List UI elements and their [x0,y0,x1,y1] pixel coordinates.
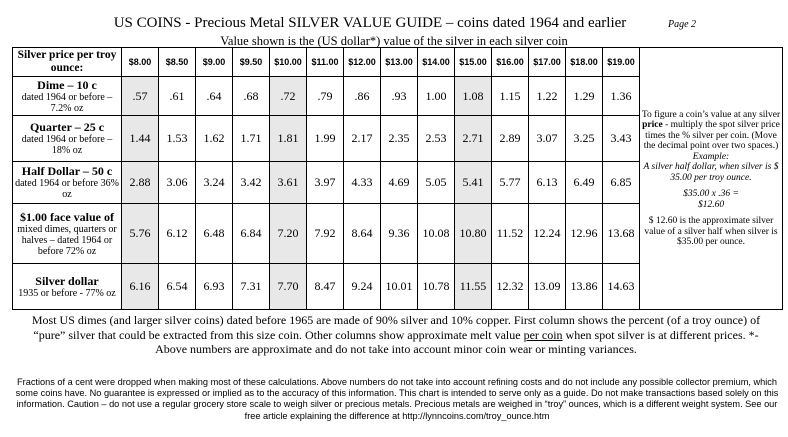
coin-name: Silver dollar [35,273,99,288]
value-cell: 8.64 [344,204,381,264]
value-cell: 2.53 [418,116,455,162]
value-cell: 1.36 [603,77,640,116]
value-cell: 6.12 [159,204,196,264]
coin-name: Quarter – 25 c [29,120,105,134]
value-cell: .93 [381,77,418,116]
value-cell: 2.71 [455,116,492,162]
coin-label [13,116,122,162]
value-cell: .86 [344,77,381,116]
value-cell: 7.92 [307,204,344,264]
value-cell: 5.76 [122,204,159,264]
value-cell: .64 [196,77,233,116]
price-header: $16.00 [492,48,529,77]
example-text: A silver half dollar, when silver is $ 35.00 per troy ounce. [643,162,779,183]
price-header: $18.00 [566,48,603,77]
value-cell: 10.80 [455,204,492,264]
coin-name: $1.00 face value of [20,209,114,224]
instructions-panel [640,48,783,310]
price-header: $10.00 [270,48,307,77]
coin-label [13,204,122,264]
value-cell: 3.07 [529,116,566,162]
disclaimer: Fractions of a cent were dropped when making most of these calculations. Above numbers do not take into account refining costs and do not include any possible collector premium, which some coins have. No guarantee is expressed or implied as to the accuracy of this information. This chart is intended to serve only as a guide. Do not make transactions based solely on this information. Caution – do not use a regular grocery store scale to weigh silver or precious metals. Precious metals are weighed in “troy” ounces, which is a different weight system. See our free article explaining the difference at http://lynncoins.com/troy_ounce.htm [15,377,779,421]
value-cell: 3.97 [307,162,344,204]
value-cell: 3.24 [196,162,233,204]
price-header: $14.00 [418,48,455,77]
page-title: US COINS - Precious Metal SILVER VALUE GUIDE – coins dated 1964 and earlier [113,15,627,31]
value-cell: 3.61 [270,162,307,204]
instructions-intro: To figure a coin’s value at any silver price - multiply the spot silver price times the % silver per coin. (Move the decimal point over two spaces.) [641,109,781,151]
value-cell: .72 [270,77,307,116]
value-cell: 6.54 [159,264,196,310]
value-cell: 3.25 [566,116,603,162]
value-cell: 6.93 [196,264,233,310]
value-cell: 5.77 [492,162,529,204]
value-cell: 1.00 [418,77,455,116]
value-cell: 4.33 [344,162,381,204]
price-header: $13.00 [381,48,418,77]
price-header: $9.00 [196,48,233,77]
note-text-end: when spot silver is at different prices. *- Above numbers are approximate and do not take into account minor coin wear or minting variances. [155,327,759,356]
value-cell: 6.48 [196,204,233,264]
value-cell: 12.24 [529,204,566,264]
value-cell: 3.42 [233,162,270,204]
value-cell: 2.17 [344,116,381,162]
example-heading: Example: [692,151,730,162]
value-cell: 7.20 [270,204,307,264]
explanation-note [18,313,774,357]
price-header: $12.00 [344,48,381,77]
value-cell: 7.31 [233,264,270,310]
value-cell: 1.44 [122,116,159,162]
coin-name: Dime – 10 c [37,77,97,92]
price-header: $17.00 [529,48,566,77]
value-cell: 13.86 [566,264,603,310]
example-conclusion: $ 12.60 is the approximate silver value of a silver half when silver is $35.00 per ounce. [644,216,778,247]
value-cell: 2.89 [492,116,529,162]
value-cell: 10.01 [381,264,418,310]
value-cell: .79 [307,77,344,116]
value-cell: 5.05 [418,162,455,204]
price-header: $15.00 [455,48,492,77]
value-cell: 1.22 [529,77,566,116]
value-cell: .57 [122,77,159,116]
value-cell: 9.24 [344,264,381,310]
value-cell: 9.36 [381,204,418,264]
value-cell: 10.78 [418,264,455,310]
value-cell: 1.53 [159,116,196,162]
note-underlined: per coin [523,327,563,342]
value-cell: 1.08 [455,77,492,116]
coin-detail: dated 1964 or before – 7.2% oz [21,91,113,114]
value-cell: 12.32 [492,264,529,310]
coin-label [13,162,122,204]
value-cell: 3.43 [603,116,640,162]
price-header: $19.00 [603,48,640,77]
value-cell: 1.62 [196,116,233,162]
value-cell: 6.16 [122,264,159,310]
value-cell: 7.70 [270,264,307,310]
coin-detail: mixed dimes, quarters or halves – dated 1964 or before 72% oz [17,223,117,257]
value-cell: 10.08 [418,204,455,264]
coin-name: Half Dollar – 50 c [21,164,113,178]
coin-detail: dated 1964 or before 36% oz [15,178,119,200]
value-cell: 11.55 [455,264,492,310]
value-cell: 11.52 [492,204,529,264]
silver-value-table [12,47,783,310]
price-header: $9.50 [233,48,270,77]
price-header: $11.00 [307,48,344,77]
value-cell: 8.47 [307,264,344,310]
coin-detail: 1935 or before - 77% oz [18,287,116,299]
value-cell: 1.15 [492,77,529,116]
value-cell: 14.63 [603,264,640,310]
example-calc: $35.00 x .36 = $12.60 [683,189,739,210]
value-cell: 5.41 [455,162,492,204]
price-header: $8.50 [159,48,196,77]
value-cell: 1.29 [566,77,603,116]
value-cell: 13.68 [603,204,640,264]
value-cell: 4.69 [381,162,418,204]
coin-label [13,264,122,310]
value-cell: 6.13 [529,162,566,204]
value-cell: 6.85 [603,162,640,204]
value-cell: 1.81 [270,116,307,162]
value-cell: 2.35 [381,116,418,162]
value-cell: 12.96 [566,204,603,264]
value-cell: 2.88 [122,162,159,204]
price-header: $8.00 [122,48,159,77]
value-cell: 1.99 [307,116,344,162]
note-text: Most US dimes (and larger silver coins) dated before 1965 are made of 90% silver and 10% copper. First column shows the percent (of a troy ounce) of “pure” silver that could be extracted from this size coin. Other columns show approximate melt value [31,313,761,342]
value-cell: 6.84 [233,204,270,264]
page-subtitle: Value shown is the (US dollar*) value of the silver in each silver coin [220,34,568,48]
coin-label [13,77,122,116]
value-cell: 1.71 [233,116,270,162]
value-cell: .68 [233,77,270,116]
value-cell: 3.06 [159,162,196,204]
header-label: Silver price per troy ounce: [13,48,122,77]
coin-detail: dated 1964 or before – 18% oz [21,134,113,156]
value-cell: 13.09 [529,264,566,310]
page-number: Page 2 [668,19,697,30]
value-cell: .61 [159,77,196,116]
value-cell: 6.49 [566,162,603,204]
